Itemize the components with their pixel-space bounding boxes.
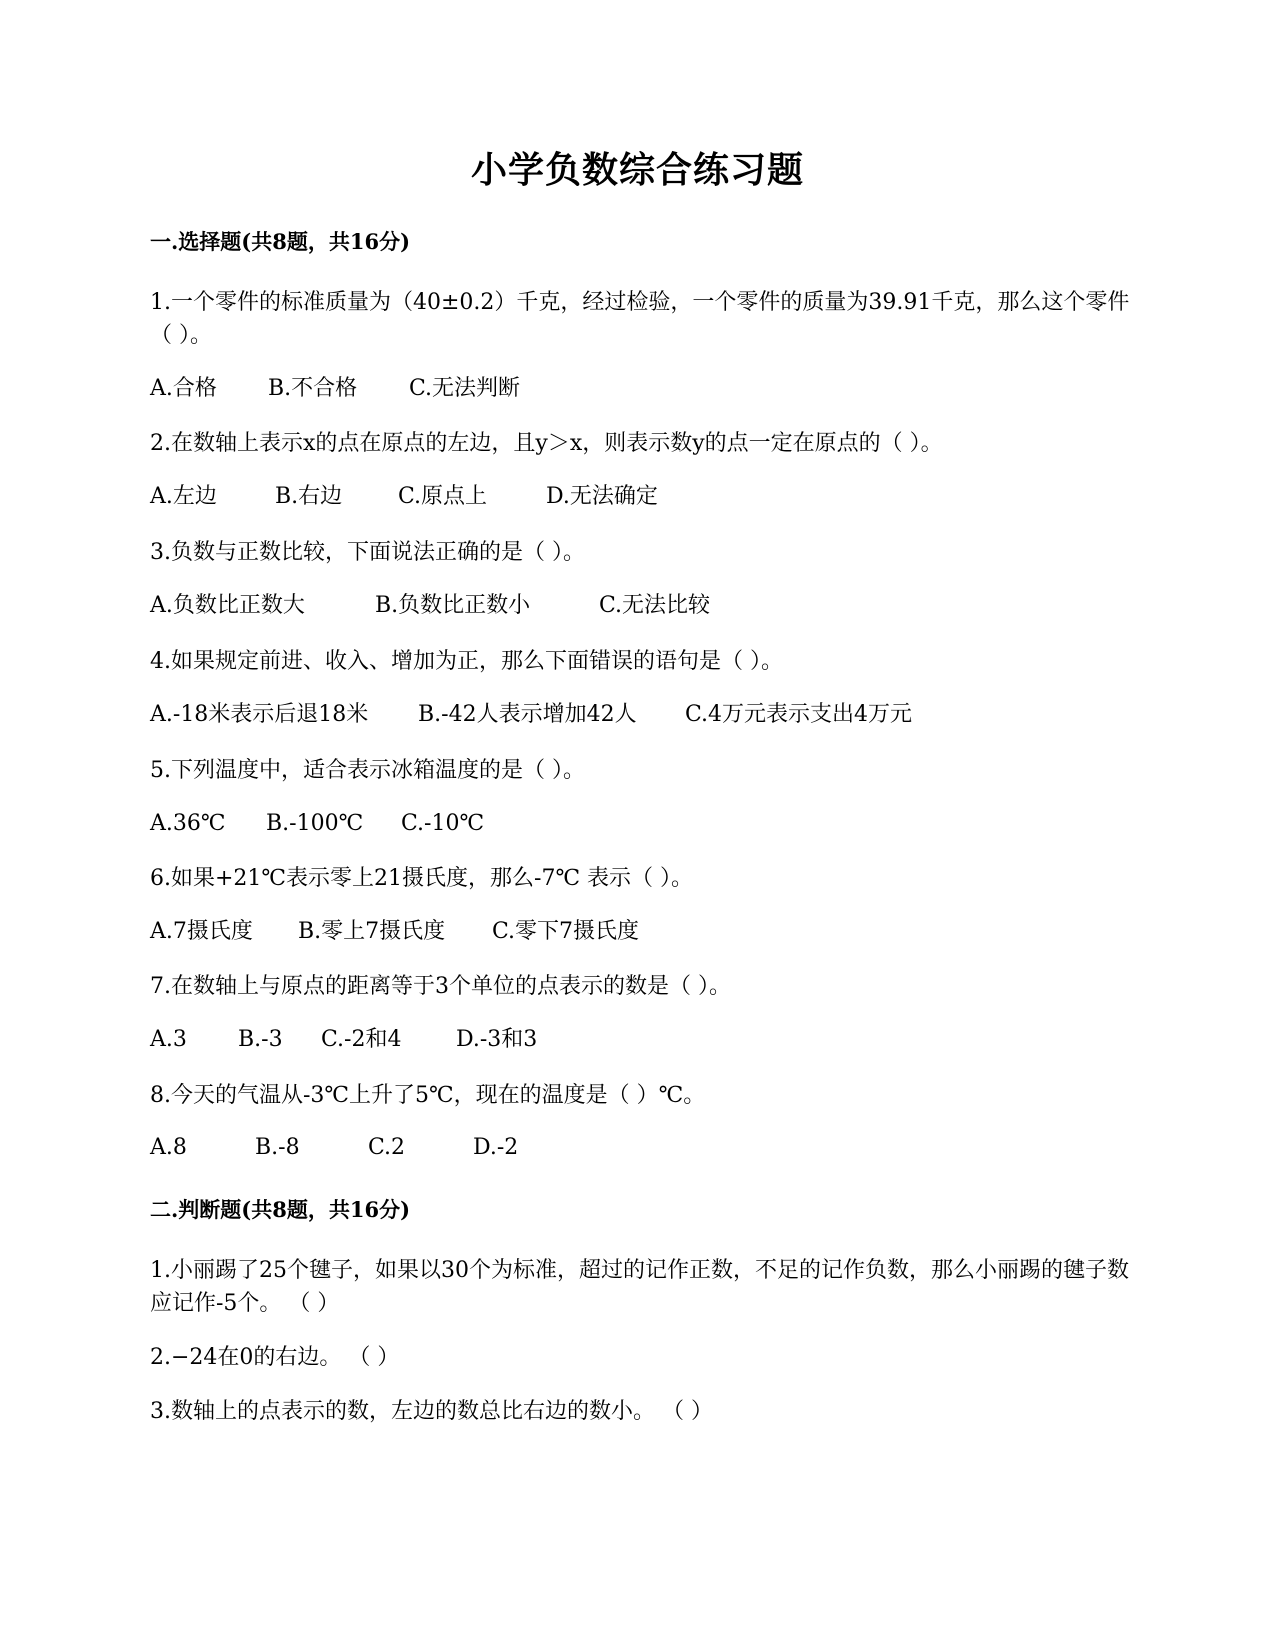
option-a: A.合格	[150, 376, 217, 401]
option-c: C.-10℃	[401, 811, 485, 836]
judgement-question-3: 3.数轴上的点表示的数，左边的数总比右边的数小。 （ ）	[150, 1399, 713, 1424]
section-heading-choice: 一.选择题(共8题，共16分)	[150, 229, 411, 254]
option-a: A.3	[150, 1027, 187, 1052]
judgement-question-2: 2.−24在0的右边。 （ ）	[150, 1345, 400, 1370]
option-c: C.2	[368, 1135, 406, 1160]
option-a: A.8	[150, 1135, 187, 1160]
choice-options-1	[150, 374, 520, 404]
option-b: B.右边	[275, 484, 343, 509]
choice-question-5: 5.下列温度中，适合表示冰箱温度的是（ ）。	[150, 758, 585, 783]
section-heading-judgement: 二.判断题(共8题，共16分)	[150, 1197, 411, 1222]
option-a: A.7摄氏度	[150, 919, 253, 944]
choice-options-8	[150, 1133, 518, 1163]
option-b: B.-8	[255, 1135, 300, 1160]
option-c: C.无法判断	[409, 376, 521, 401]
choice-options-6	[150, 917, 639, 947]
choice-options-3	[150, 591, 710, 621]
choice-question-3: 3.负数与正数比较，下面说法正确的是（ ）。	[150, 540, 585, 565]
choice-question-8: 8.今天的气温从-3℃上升了5℃，现在的温度是（ ）℃。	[150, 1083, 706, 1108]
choice-question-7: 7.在数轴上与原点的距离等于3个单位的点表示的数是（ ）。	[150, 974, 731, 999]
choice-question-2: 2.在数轴上表示x的点在原点的左边，且y＞x，则表示数y的点一定在原点的（ ）。	[150, 431, 943, 456]
option-d: D.无法确定	[546, 484, 658, 509]
option-c: C.4万元表示支出4万元	[685, 702, 913, 727]
option-b: B.-42人表示增加42人	[418, 702, 637, 727]
option-c: C.零下7摄氏度	[492, 919, 640, 944]
page-title: 小学负数综合练习题	[470, 149, 804, 191]
choice-options-4	[150, 700, 912, 730]
option-d: D.-2	[473, 1135, 519, 1160]
choice-options-7	[150, 1025, 537, 1055]
option-a: A.36℃	[150, 811, 226, 836]
option-c: C.-2和4	[321, 1027, 402, 1052]
option-b: B.负数比正数小	[375, 593, 531, 618]
option-b: B.不合格	[268, 376, 358, 401]
option-b: B.零上7摄氏度	[298, 919, 446, 944]
option-a: A.负数比正数大	[150, 593, 305, 618]
option-d: D.-3和3	[456, 1027, 538, 1052]
option-c: C.原点上	[398, 484, 488, 509]
option-c: C.无法比较	[599, 593, 711, 618]
choice-question-1: 1.一个零件的标准质量为（40±0.2）千克，经过检验，一个零件的质量为39.91千克，那么这个零件（ ）。	[150, 290, 1130, 348]
choice-options-2	[150, 482, 658, 512]
option-b: B.-100℃	[266, 811, 364, 836]
option-a: A.-18米表示后退18米	[150, 702, 369, 727]
option-b: B.-3	[238, 1027, 283, 1052]
choice-question-6: 6.如果+21℃表示零上21摄氏度，那么-7℃ 表示（ ）。	[150, 866, 694, 891]
option-a: A.左边	[150, 484, 217, 509]
choice-options-5	[150, 809, 484, 839]
choice-question-4: 4.如果规定前进、收入、增加为正，那么下面错误的语句是（ ）。	[150, 649, 783, 674]
judgement-question-1: 1.小丽踢了25个毽子，如果以30个为标准，超过的记作正数，不足的记作负数，那么小丽踢的毽子数应记作-5个。 （ ）	[150, 1258, 1129, 1316]
